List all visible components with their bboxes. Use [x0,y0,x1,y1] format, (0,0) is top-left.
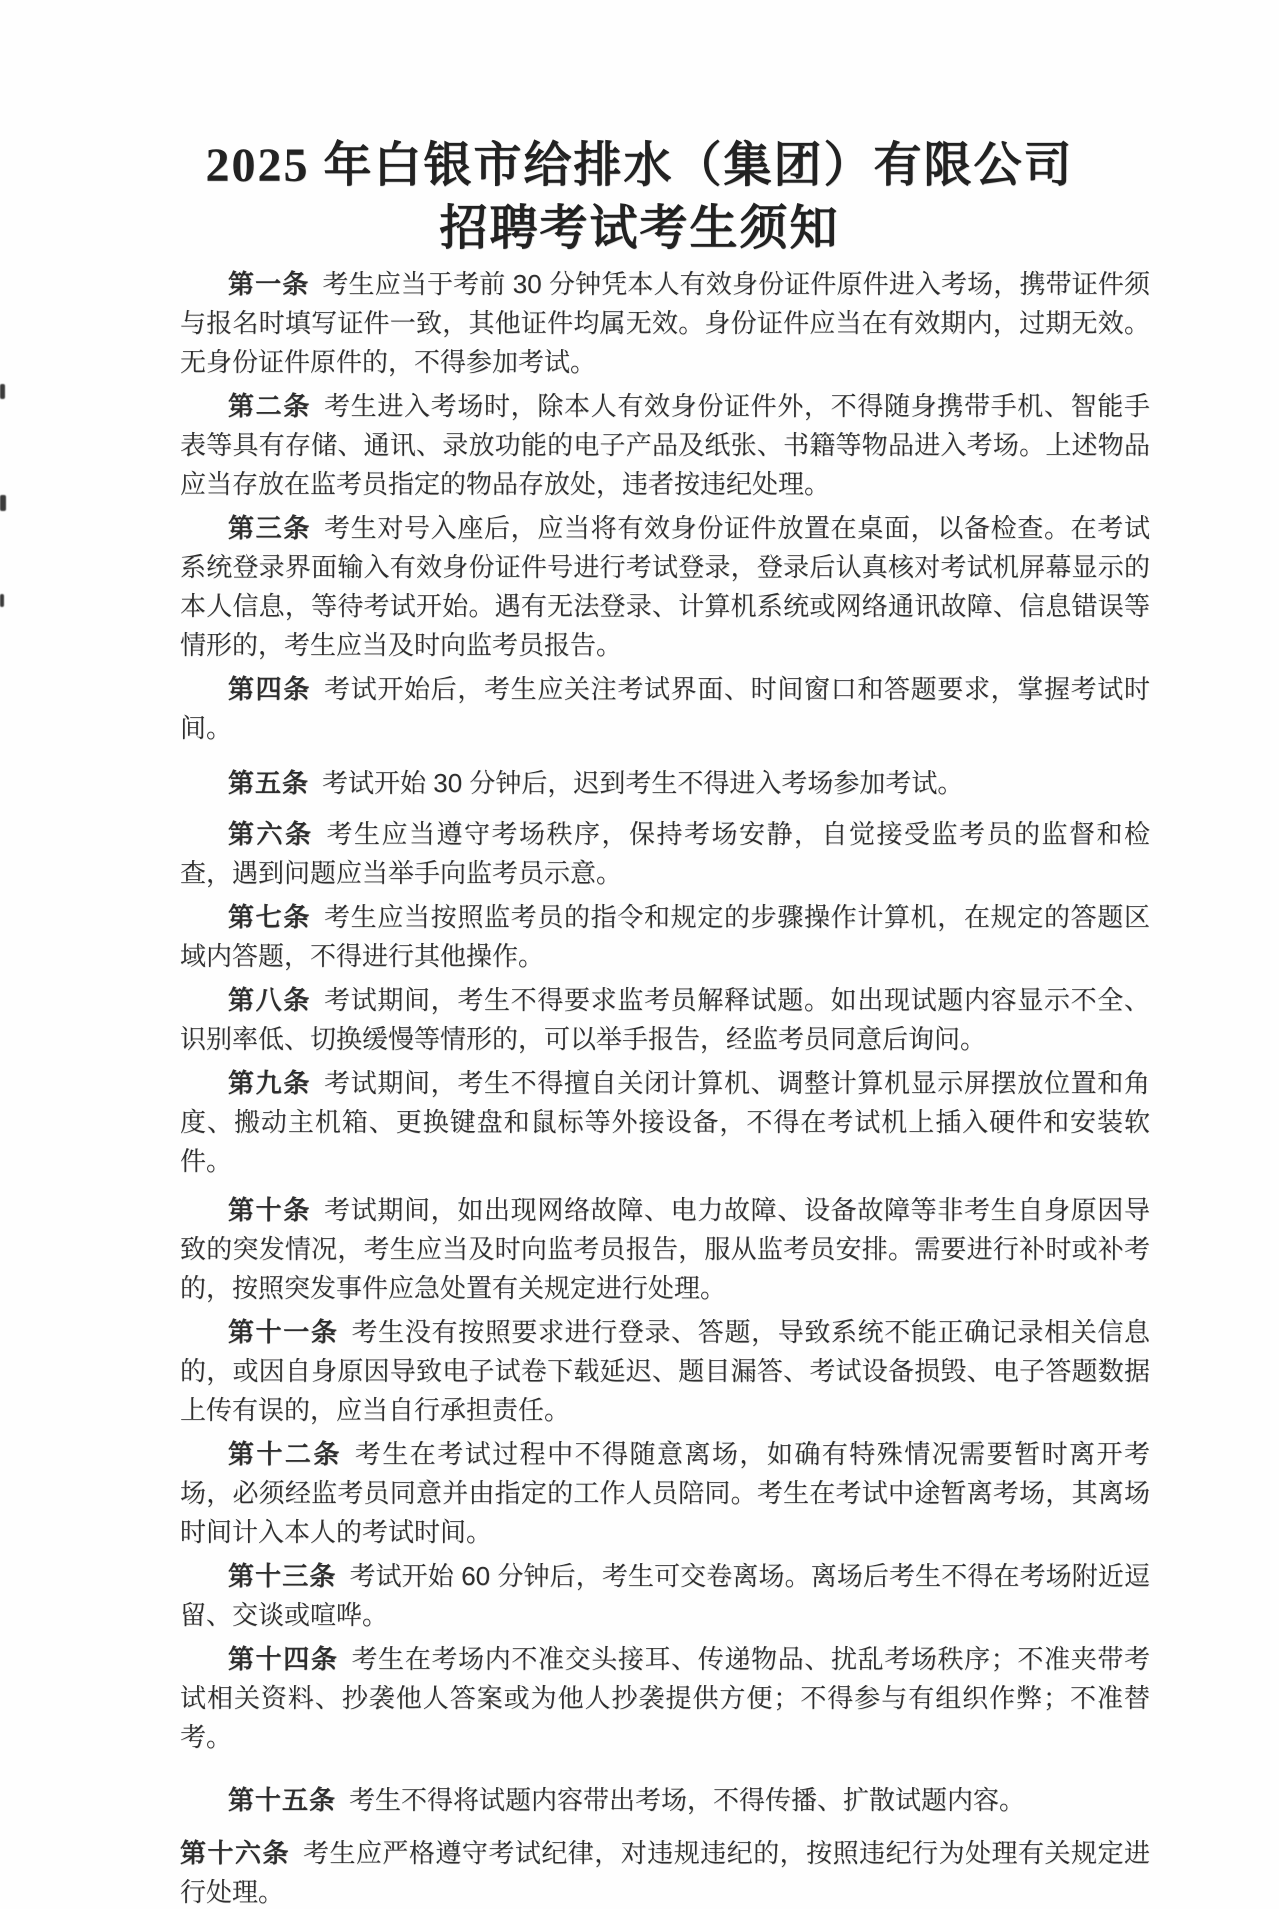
article-text: 考生进入考场时，除本人有效身份证件外，不得随身携带手机、智能手表等具有存储、通讯、录放功能的电子产品及纸张、书籍等物品进入考场。上述物品应当存放在监考员指定的物品存放处，违者按违纪处理。 [180,391,1150,499]
article-text: 考试期间，如出现网络故障、电力故障、设备故障等非考生自身原因导致的突发情况，考生应当及时向监考员报告，服从监考员安排。需要进行补时或补考的，按照突发事件应急处置有关规定进行处理。 [180,1195,1150,1303]
articles-list [0,265,1279,1909]
article-paragraph [180,1064,1150,1181]
article-text: 考试开始 60 分钟后，考生可交卷离场。离场后考生不得在考场附近逗留、交谈或喧哗。 [180,1561,1150,1630]
article-paragraph [180,815,1150,893]
scan-artifact [0,495,6,511]
article-text: 考试开始后，考生应关注考试界面、时间窗口和答题要求，掌握考试时间。 [180,674,1150,743]
article-paragraph [180,898,1150,976]
article-paragraph [180,1191,1150,1308]
article-paragraph [180,509,1150,665]
article-number: 第六条 [228,819,314,849]
article-number: 第十二条 [228,1439,342,1469]
article-text: 考试开始 30 分钟后，迟到考生不得进入考场参加考试。 [322,768,964,798]
title-line-2: 招聘考试考生须知 [439,202,840,255]
article-number: 第九条 [228,1068,311,1098]
article-text: 考生应严格遵守考试纪律，对违规违纪的，按照违纪行为处理有关规定进行处理。 [180,1838,1150,1907]
article-paragraph [180,1781,1150,1820]
article-text: 考试期间，考生不得擅自关闭计算机、调整计算机显示屏摆放位置和角度、搬动主机箱、更换键盘和鼠标等外接设备，不得在考试机上插入硬件和安装软件。 [180,1068,1150,1176]
title-line-1: 2025 年白银市给排水（集团）有限公司 [205,139,1074,192]
article-number: 第十六条 [180,1838,290,1868]
article-number: 第十一条 [228,1317,339,1347]
article-number: 第二条 [228,391,311,421]
article-text: 考试期间，考生不得要求监考员解释试题。如出现试题内容显示不全、识别率低、切换缓慢等情形的，可以举手报告，经监考员同意后询问。 [180,985,1150,1054]
article-text: 考生应当遵守考场秩序，保持考场安静，自觉接受监考员的监督和检查，遇到问题应当举手向监考员示意。 [180,819,1150,888]
article-paragraph [180,1640,1150,1757]
scan-artifact [0,594,4,607]
article-text: 考生在考试过程中不得随意离场，如确有特殊情况需要暂时离开考场，必须经监考员同意并由指定的工作人员陪同。考生在考试中途暂离考场，其离场时间计入本人的考试时间。 [180,1439,1150,1547]
article-number: 第七条 [228,902,311,932]
article-text: 考生在考场内不准交头接耳、传递物品、扰乱考场秩序；不准夹带考试相关资料、抄袭他人答案或为他人抄袭提供方便；不得参与有组织作弊；不准替考。 [180,1644,1150,1752]
article-paragraph [180,670,1150,748]
article-paragraph [180,265,1150,382]
article-number: 第一条 [228,269,310,299]
article-text: 考生应当按照监考员的指令和规定的步骤操作计算机，在规定的答题区域内答题，不得进行其他操作。 [180,902,1150,971]
article-paragraph [180,1557,1150,1635]
article-text: 考生没有按照要求进行登录、答题，导致系统不能正确记录相关信息的，或因自身原因导致电子试卷下载延迟、题目漏答、考试设备损毁、电子答题数据上传有误的，应当自行承担责任。 [180,1317,1150,1425]
article-number: 第十条 [228,1195,311,1225]
article-paragraph [180,1834,1150,1909]
article-paragraph [180,1313,1150,1430]
article-number: 第十三条 [228,1561,337,1591]
article-number: 第十五条 [228,1785,337,1815]
article-paragraph [180,764,1150,803]
document-title [0,134,1279,260]
article-number: 第十四条 [228,1644,339,1674]
scan-artifact [0,384,5,399]
article-text: 考生不得将试题内容带出考场，不得传播、扩散试题内容。 [349,1785,1026,1815]
article-paragraph [180,1435,1150,1552]
article-number: 第四条 [228,674,311,704]
article-paragraph [180,981,1150,1059]
article-number: 第三条 [228,513,311,543]
article-text: 考生对号入座后，应当将有效身份证件放置在桌面，以备检查。在考试系统登录界面输入有效身份证件号进行考试登录，登录后认真核对考试机屏幕显示的本人信息，等待考试开始。遇有无法登录、计算机系统或网络通讯故障、信息错误等情形的，考生应当及时向监考员报告。 [180,513,1150,660]
article-number: 第五条 [228,768,310,798]
article-paragraph [180,387,1150,504]
article-text: 考生应当于考前 30 分钟凭本人有效身份证件原件进入考场，携带证件须与报名时填写证件一致，其他证件均属无效。身份证件应当在有效期内，过期无效。无身份证件原件的，不得参加考试。 [180,269,1150,377]
article-number: 第八条 [228,985,311,1015]
